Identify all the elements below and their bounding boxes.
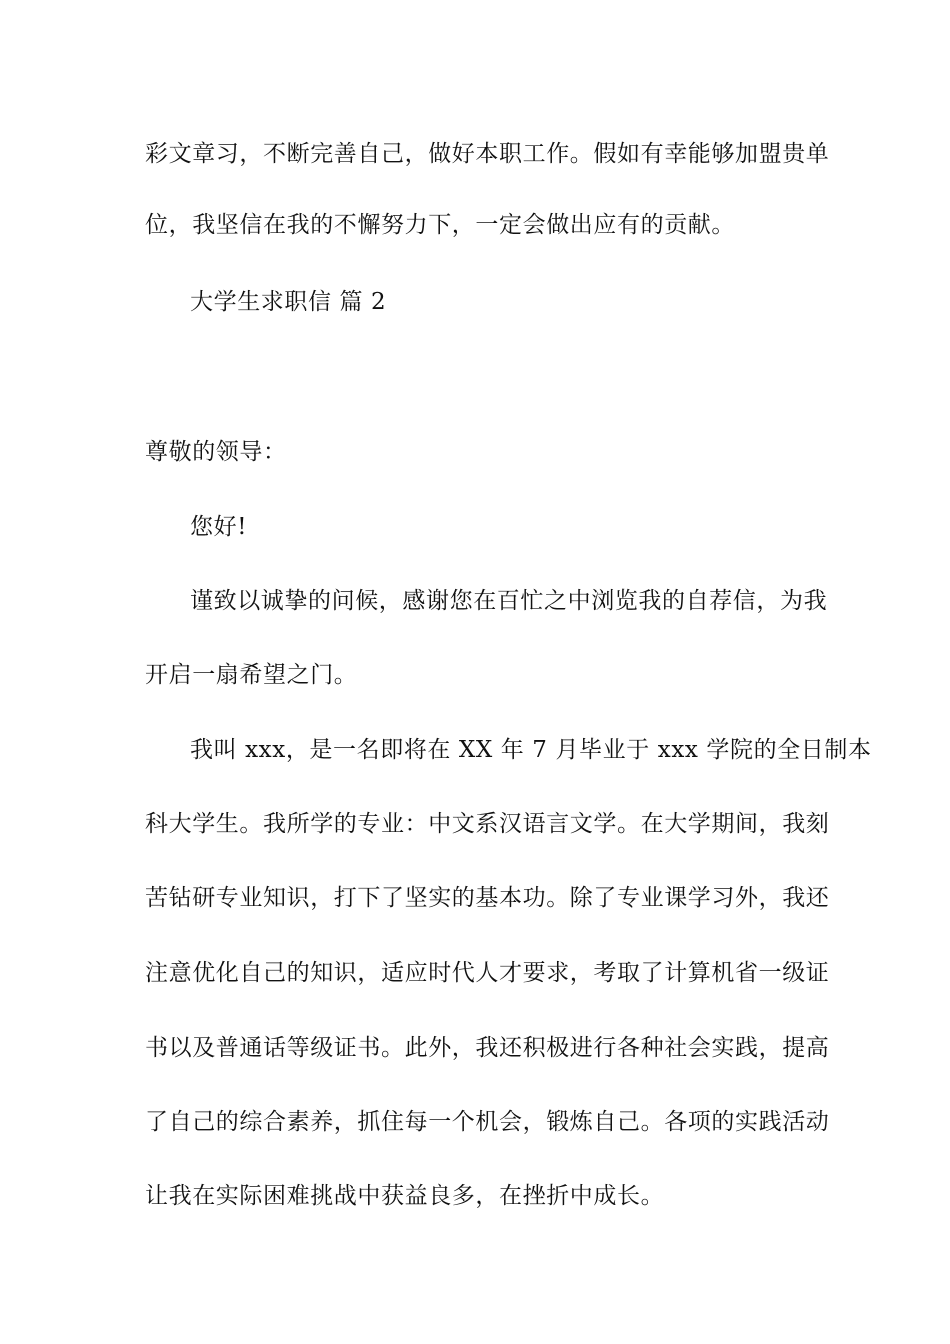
section-heading: 大学生求职信 篇 2	[190, 289, 387, 315]
paragraph-line: 位，我坚信在我的不懈努力下，一定会做出应有的贡献。	[145, 212, 735, 238]
paragraph-line: 了自己的综合素养，抓住每一个机会，锻炼自己。各项的实践活动	[145, 1109, 830, 1135]
paragraph-line: 彩文章习，不断完善自己，做好本职工作。假如有幸能够加盟贵单	[145, 141, 830, 167]
paragraph-line: 让我在实际困难挑战中获益良多，在挫折中成长。	[145, 1183, 665, 1209]
greeting: 您好!	[190, 514, 248, 540]
paragraph-line: 开启一扇希望之门。	[145, 662, 358, 688]
paragraph-line: 注意优化自己的知识，适应时代人才要求，考取了计算机省一级证	[145, 960, 830, 986]
salutation: 尊敬的领导：	[145, 439, 287, 465]
paragraph-line: 书以及普通话等级证书。此外，我还积极进行各种社会实践，提高	[145, 1035, 830, 1061]
paragraph-line: 苦钻研专业知识，打下了坚实的基本功。除了专业课学习外，我还	[145, 885, 830, 911]
paragraph-line: 谨致以诚挚的问候，感谢您在百忙之中浏览我的自荐信，为我	[190, 588, 828, 614]
paragraph-line: 科大学生。我所学的专业：中文系汉语言文学。在大学期间，我刻	[145, 811, 830, 837]
paragraph-line: 我叫 xxx，是一名即将在 XX 年 7 月毕业于 xxx 学院的全日制本	[190, 737, 872, 763]
